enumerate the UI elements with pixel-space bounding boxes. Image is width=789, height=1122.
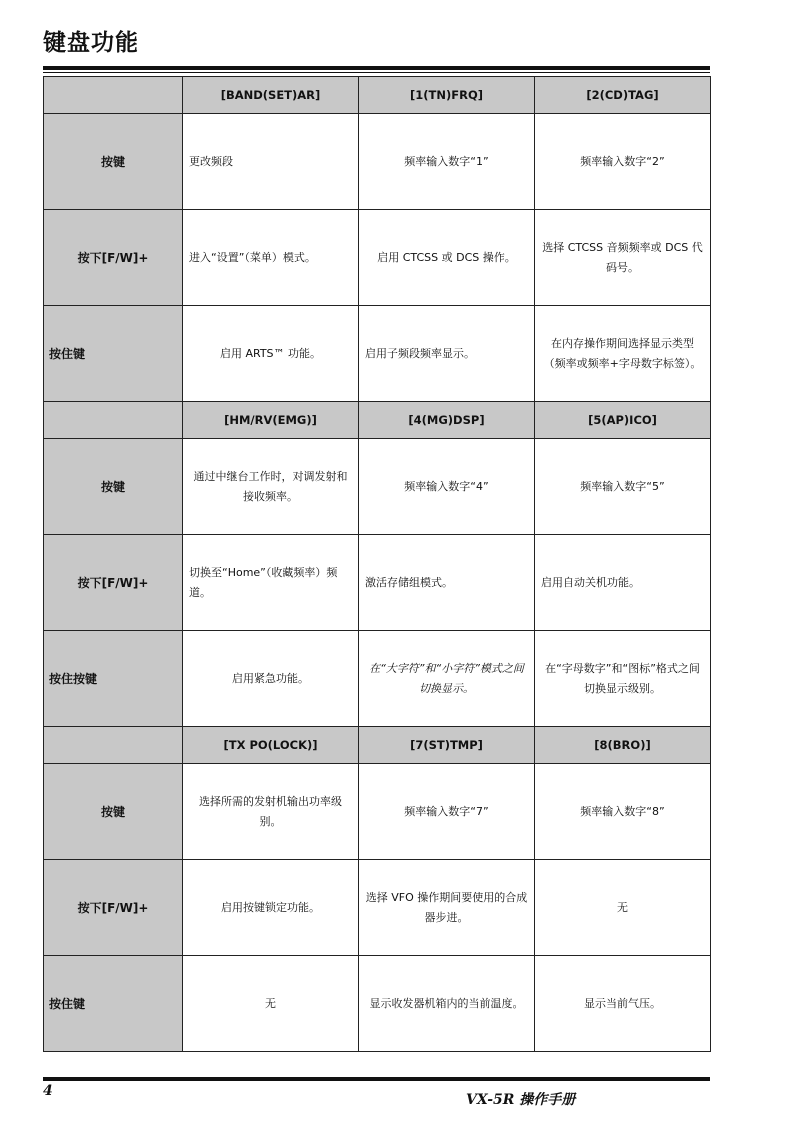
top-rule-thin <box>43 72 710 73</box>
row-label: 按下[F/W]+ <box>44 210 183 306</box>
table-cell: 通过中继台工作时，对调发射和接收频率。 <box>183 439 359 535</box>
table-cell: 启用 CTCSS 或 DCS 操作。 <box>359 210 535 306</box>
table-cell: 频率输入数字“4” <box>359 439 535 535</box>
table-cell: 选择所需的发射机输出功率级别。 <box>183 764 359 860</box>
row-label: 按住键 <box>44 306 183 402</box>
table-row <box>44 860 711 956</box>
key-header: [5(AP)ICO] <box>535 402 711 439</box>
bottom-rule <box>43 1077 710 1081</box>
table-cell: 频率输入数字“7” <box>359 764 535 860</box>
page-number: 4 <box>43 1083 53 1099</box>
table-cell: 无 <box>183 956 359 1052</box>
row-label: 按键 <box>44 764 183 860</box>
key-header: [1(TN)FRQ] <box>359 77 535 114</box>
key-header: [TX PO(LOCK)] <box>183 727 359 764</box>
row-label: 按下[F/W]+ <box>44 535 183 631</box>
section-header-row <box>44 727 711 764</box>
table-cell: 显示当前气压。 <box>535 956 711 1052</box>
table-row <box>44 306 711 402</box>
top-rule <box>43 66 710 70</box>
table-cell: 频率输入数字“1” <box>359 114 535 210</box>
table-cell: 频率输入数字“5” <box>535 439 711 535</box>
table-row <box>44 439 711 535</box>
table-cell: 启用紧急功能。 <box>183 631 359 727</box>
key-header: [4(MG)DSP] <box>359 402 535 439</box>
page-title: 键盘功能 <box>43 30 139 56</box>
row-label: 按键 <box>44 114 183 210</box>
key-header: [HM/RV(EMG)] <box>183 402 359 439</box>
section-header-row <box>44 402 711 439</box>
row-label: 按住按键 <box>44 631 183 727</box>
table-cell: 启用子频段频率显示。 <box>359 306 535 402</box>
table-cell: 更改频段 <box>183 114 359 210</box>
row-label: 按住键 <box>44 956 183 1052</box>
table-cell: 启用按键锁定功能。 <box>183 860 359 956</box>
table-cell: 切换至“Home”（收藏频率）频道。 <box>183 535 359 631</box>
table-cell: 显示收发器机箱内的当前温度。 <box>359 956 535 1052</box>
header-blank-cell <box>44 77 183 114</box>
table-row <box>44 535 711 631</box>
table-row <box>44 114 711 210</box>
table-cell: 在“字母数字”和“图标”格式之间切换显示级别。 <box>535 631 711 727</box>
table-row <box>44 631 711 727</box>
table-cell: 选择 CTCSS 音频频率或 DCS 代码号。 <box>535 210 711 306</box>
table-row <box>44 210 711 306</box>
row-label: 按键 <box>44 439 183 535</box>
table-cell: 频率输入数字“2” <box>535 114 711 210</box>
key-header: [7(ST)TMP] <box>359 727 535 764</box>
section-header-row <box>44 77 711 114</box>
table-row <box>44 764 711 860</box>
key-header: [2(CD)TAG] <box>535 77 711 114</box>
table-row <box>44 956 711 1052</box>
table-cell: 激活存储组模式。 <box>359 535 535 631</box>
table-cell: 在内存操作期间选择显示类型（频率或频率+字母数字标签）。 <box>535 306 711 402</box>
table-cell: 无 <box>535 860 711 956</box>
row-label: 按下[F/W]+ <box>44 860 183 956</box>
key-header: [8(BRO)] <box>535 727 711 764</box>
header-blank-cell <box>44 727 183 764</box>
keypad-function-table <box>43 76 711 1052</box>
table-cell: 启用 ARTS™ 功能。 <box>183 306 359 402</box>
manual-title: VX-5R 操作手册 <box>466 1092 576 1108</box>
table-cell: 频率输入数字“8” <box>535 764 711 860</box>
table-cell: 在“大字符”和“小字符”模式之间切换显示。 <box>359 631 535 727</box>
table-cell: 启用自动关机功能。 <box>535 535 711 631</box>
header-blank-cell <box>44 402 183 439</box>
table-cell: 选择 VFO 操作期间要使用的合成器步进。 <box>359 860 535 956</box>
table-cell: 进入“设置”（菜单）模式。 <box>183 210 359 306</box>
key-header: [BAND(SET)AR] <box>183 77 359 114</box>
